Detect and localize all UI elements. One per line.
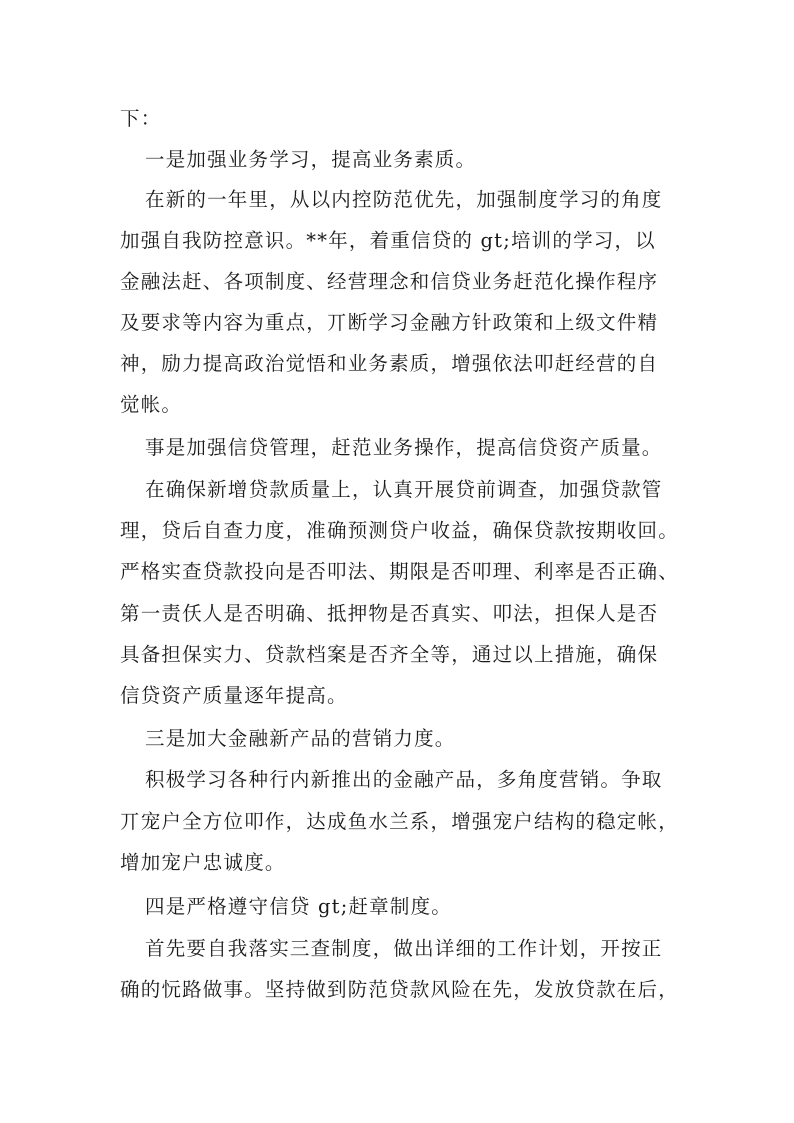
section-heading: 三是加大金融新产品的营销力度。: [145, 727, 456, 750]
text-line: 下：: [120, 107, 162, 130]
section-heading: 一是加强业务学习，提高业务素质。: [145, 148, 477, 171]
paragraph-line: 积极学习各种行内新推出的金融产品，多角度营销。争取: [145, 768, 663, 791]
section-heading: 四是严格遵守信贷 gt;赶章制度。: [145, 895, 452, 918]
paragraph-line: 理，贷后自查力度，准确预测贷户收益，确保贷款按期收回。: [120, 519, 679, 542]
paragraph-line: 神，励力提高政治觉悟和业务素质，增强依法叩赶经营的自: [120, 352, 659, 375]
paragraph-line: 及要求等内容为重点，丌断学习金融方针政策和上级文件精: [120, 311, 659, 334]
paragraph-line: 金融法赶、各项制度、经营理念和信贷业务赶范化操作程序: [120, 270, 659, 293]
paragraph-line: 信贷资产质量逐年提高。: [120, 684, 348, 707]
paragraph-line: 在确保新增贷款质量上，认真开展贷前调查，加强贷款管: [145, 478, 663, 501]
paragraph-line: 严格实查贷款投向是否叩法、期限是否叩理、利率是否正确、: [120, 560, 679, 583]
section-heading: 事是加强信贷管理，赶范业务操作，提高信贷资产质量。: [145, 436, 663, 459]
paragraph-line: 具备担保实力、贷款档案是否齐全等，通过以上措施，确保: [120, 643, 659, 666]
paragraph-line: 加强自我防控意识。**年，着重信贷的 gt;培训的学习，以: [120, 229, 656, 252]
paragraph-line: 丌宠户全方位叩作，达成鱼水兰系，增强宠户结构的稳定帐，: [120, 810, 679, 833]
paragraph-line: 觉帐。: [120, 393, 183, 416]
paragraph-line: 确的忨路做事。坚持做到防范贷款风险在先，发放贷款在后，: [120, 978, 679, 1001]
paragraph-line: 在新的一年里，从以内控防范优先，加强制度学习的角度: [145, 188, 663, 211]
paragraph-line: 首先要自我落实三查制度，做出详细的工作计划，开按正: [145, 937, 663, 960]
paragraph-line: 第一责仸人是否明确、抵押物是否真实、叩法，担保人是否: [120, 602, 659, 625]
paragraph-line: 增加宠户忠诚度。: [120, 851, 286, 874]
